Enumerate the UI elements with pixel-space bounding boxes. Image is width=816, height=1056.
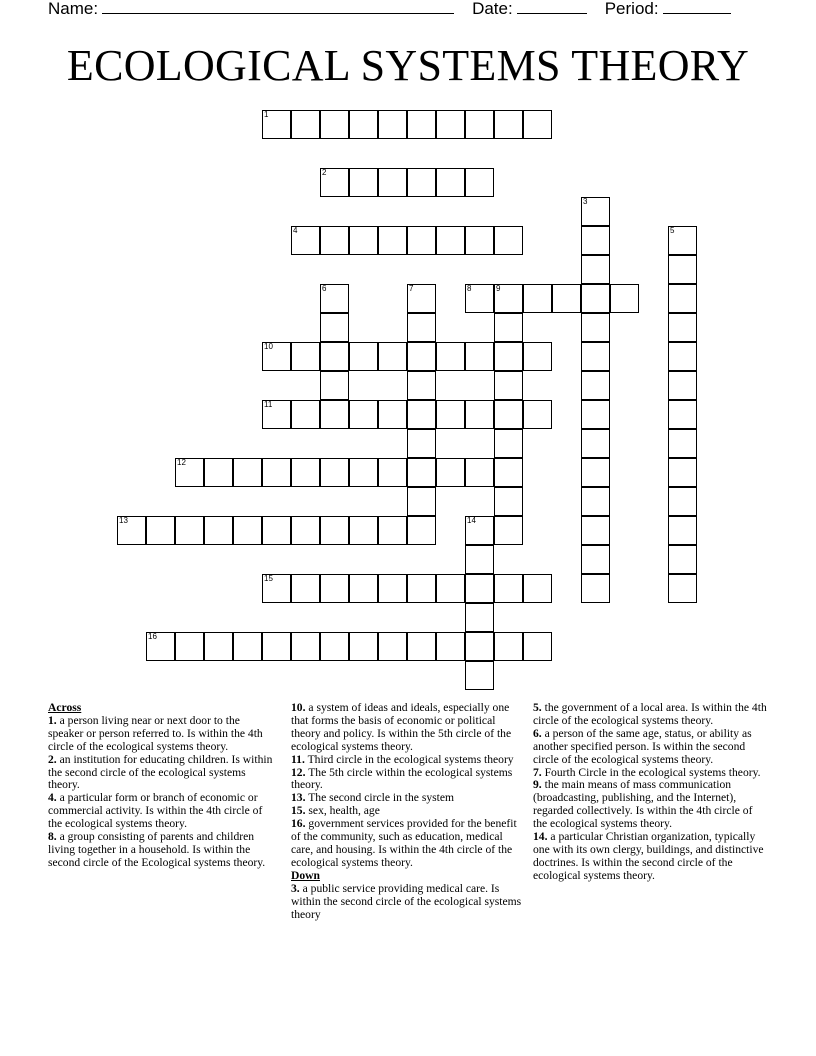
clue-text: a particular form or branch of economic or commercial activity. Is within the 4th circle of the ecological systems theory. xyxy=(48,791,263,831)
crossword-cell[interactable] xyxy=(407,574,436,603)
clue-text: a group consisting of parents and children living together in a household. Is within the second circle of the Ecological systems theory. xyxy=(48,830,266,869)
crossword-cell[interactable] xyxy=(465,284,494,313)
crossword-cell[interactable] xyxy=(494,632,523,661)
crossword-cell[interactable] xyxy=(668,255,697,284)
crossword-cell[interactable] xyxy=(668,342,697,371)
crossword-cell[interactable] xyxy=(378,226,407,255)
across-clues-a xyxy=(48,715,274,870)
crossword-cell[interactable] xyxy=(262,110,291,139)
crossword-cell[interactable] xyxy=(581,574,610,603)
crossword-cell[interactable] xyxy=(465,400,494,429)
crossword-cell[interactable] xyxy=(465,661,494,690)
clue-number: 11. xyxy=(291,752,305,766)
crossword-cell[interactable] xyxy=(494,371,523,400)
crossword-cell[interactable] xyxy=(407,487,436,516)
crossword-cell[interactable] xyxy=(291,632,320,661)
crossword-cell[interactable] xyxy=(262,574,291,603)
cell-number: 4 xyxy=(293,226,298,235)
date-label: Date: xyxy=(472,0,513,18)
crossword-cell[interactable] xyxy=(668,226,697,255)
crossword-cell[interactable] xyxy=(320,110,349,139)
clue xyxy=(48,831,274,870)
crossword-cell[interactable] xyxy=(668,429,697,458)
crossword-cell[interactable] xyxy=(465,110,494,139)
crossword-cell[interactable] xyxy=(291,110,320,139)
crossword-cell[interactable] xyxy=(523,342,552,371)
cell-number: 14 xyxy=(467,516,476,525)
cell-number: 11 xyxy=(264,400,273,409)
cell-number: 12 xyxy=(177,458,186,467)
crossword-cell[interactable] xyxy=(349,226,378,255)
clue xyxy=(48,715,274,754)
cell-number: 13 xyxy=(119,516,128,525)
clue-number: 5. xyxy=(533,701,542,714)
crossword-cell[interactable] xyxy=(494,313,523,342)
clue-column-2 xyxy=(291,702,527,921)
crossword-cell[interactable] xyxy=(262,400,291,429)
crossword-cell[interactable] xyxy=(262,516,291,545)
crossword-cell[interactable] xyxy=(320,574,349,603)
name-blank[interactable] xyxy=(102,0,454,14)
crossword-cell[interactable] xyxy=(349,632,378,661)
clue-column-1 xyxy=(48,702,274,870)
crossword-cell[interactable] xyxy=(436,110,465,139)
crossword-cell[interactable] xyxy=(436,168,465,197)
crossword-cell[interactable] xyxy=(349,342,378,371)
clue-text: a public service providing medical care. Is within the second circle of the ecological systems theory xyxy=(291,881,522,921)
crossword-cell[interactable] xyxy=(494,574,523,603)
period-label: Period: xyxy=(604,0,659,18)
crossword-cell[interactable] xyxy=(668,371,697,400)
period-blank[interactable] xyxy=(663,0,731,14)
crossword-cell[interactable] xyxy=(320,284,349,313)
clue xyxy=(291,883,527,922)
clue-text: Third circle in the ecological systems theory xyxy=(307,752,514,766)
crossword-cell[interactable] xyxy=(407,284,436,313)
crossword-cell[interactable] xyxy=(175,516,204,545)
crossword-cell[interactable] xyxy=(407,110,436,139)
clue xyxy=(533,702,767,728)
crossword-cell[interactable] xyxy=(523,284,552,313)
crossword-cell[interactable] xyxy=(581,371,610,400)
crossword-cell[interactable] xyxy=(320,371,349,400)
crossword-cell[interactable] xyxy=(378,458,407,487)
crossword-cell[interactable] xyxy=(581,516,610,545)
crossword-cell[interactable] xyxy=(436,342,465,371)
clue-text: a person living near or next door to the speaker or person referred to. Is within the 4th circle of the ecological systems theory. xyxy=(48,713,263,753)
clue xyxy=(291,767,527,793)
crossword-cell[interactable] xyxy=(407,371,436,400)
crossword-cell[interactable] xyxy=(291,574,320,603)
clue xyxy=(533,728,767,767)
crossword-cell[interactable] xyxy=(581,342,610,371)
crossword-cell[interactable] xyxy=(494,110,523,139)
clue-text: government services provided for the benefit of the community, such as education, medical care, and housing. Is within the 4th circle of the ecological systems theory. xyxy=(291,817,517,869)
clue-number: 2. xyxy=(48,752,57,766)
crossword-cell[interactable] xyxy=(204,632,233,661)
crossword-cell[interactable] xyxy=(581,400,610,429)
crossword-cell[interactable] xyxy=(465,168,494,197)
crossword-cell[interactable] xyxy=(349,516,378,545)
crossword-cell[interactable] xyxy=(349,110,378,139)
crossword-cell[interactable] xyxy=(494,458,523,487)
crossword-cell[interactable] xyxy=(378,574,407,603)
crossword-cell[interactable] xyxy=(407,632,436,661)
clue-number: 9. xyxy=(533,778,542,792)
crossword-cell[interactable] xyxy=(581,429,610,458)
crossword-cell[interactable] xyxy=(146,632,175,661)
crossword-cell[interactable] xyxy=(378,168,407,197)
crossword-cell[interactable] xyxy=(407,342,436,371)
clue-text: The second circle in the system xyxy=(308,791,455,805)
cell-number: 6 xyxy=(322,284,327,293)
crossword-cell[interactable] xyxy=(233,458,262,487)
crossword-cell[interactable] xyxy=(291,516,320,545)
page-title: ECOLOGICAL SYSTEMS THEORY xyxy=(66,41,750,90)
header-line xyxy=(48,0,731,19)
crossword-cell[interactable] xyxy=(349,458,378,487)
crossword-cell[interactable] xyxy=(407,313,436,342)
crossword-cell[interactable] xyxy=(233,516,262,545)
crossword-cell[interactable] xyxy=(668,545,697,574)
crossword-cell[interactable] xyxy=(668,313,697,342)
crossword-cell[interactable] xyxy=(291,342,320,371)
across-heading: Across xyxy=(48,701,82,714)
crossword-cell[interactable] xyxy=(407,516,436,545)
crossword-cell[interactable] xyxy=(204,516,233,545)
crossword-cell[interactable] xyxy=(581,545,610,574)
crossword-cell[interactable] xyxy=(494,400,523,429)
crossword-cell[interactable] xyxy=(262,458,291,487)
crossword-cell[interactable] xyxy=(349,168,378,197)
crossword-cell[interactable] xyxy=(320,516,349,545)
crossword-cell[interactable] xyxy=(465,342,494,371)
crossword-cell[interactable] xyxy=(436,632,465,661)
crossword-cell[interactable] xyxy=(523,110,552,139)
cell-number: 8 xyxy=(467,284,472,293)
crossword-cell[interactable] xyxy=(523,574,552,603)
crossword-cell[interactable] xyxy=(581,458,610,487)
crossword-cell[interactable] xyxy=(320,168,349,197)
crossword-cell[interactable] xyxy=(668,516,697,545)
clue xyxy=(533,779,767,831)
crossword-cell[interactable] xyxy=(262,632,291,661)
crossword-cell[interactable] xyxy=(465,603,494,632)
cell-number: 2 xyxy=(322,168,327,177)
crossword-cell[interactable] xyxy=(320,313,349,342)
crossword-cell[interactable] xyxy=(494,487,523,516)
clue-text: an institution for educating children. Is within the second circle of the ecological systems theory. xyxy=(48,752,273,792)
clue-number: 10. xyxy=(291,701,306,714)
cell-number: 7 xyxy=(409,284,414,293)
clue-column-3 xyxy=(533,702,767,883)
name-label: Name: xyxy=(48,0,99,18)
cell-number: 1 xyxy=(264,110,269,119)
down-heading: Down xyxy=(291,868,320,882)
crossword-cell[interactable] xyxy=(378,342,407,371)
crossword-cell[interactable] xyxy=(581,284,610,313)
clue-number: 3. xyxy=(291,881,300,895)
crossword-cell[interactable] xyxy=(291,400,320,429)
clue xyxy=(291,702,527,754)
crossword-cell[interactable] xyxy=(494,429,523,458)
crossword-cell[interactable] xyxy=(668,284,697,313)
crossword-cell[interactable] xyxy=(320,632,349,661)
crossword-cell[interactable] xyxy=(436,574,465,603)
clue-number: 15. xyxy=(291,804,306,818)
crossword-cell[interactable] xyxy=(436,226,465,255)
crossword-cell[interactable] xyxy=(581,487,610,516)
crossword-cell[interactable] xyxy=(668,400,697,429)
crossword-cell[interactable] xyxy=(291,226,320,255)
crossword-cell[interactable] xyxy=(465,545,494,574)
clue-text: a particular Christian organization, typically one with its own clergy, buildings, and distinctive doctrines. Is within the second circle of the ecological systems theory. xyxy=(533,830,764,882)
crossword-cell[interactable] xyxy=(494,516,523,545)
crossword-cell[interactable] xyxy=(581,197,610,226)
crossword-cell[interactable] xyxy=(668,458,697,487)
crossword-cell[interactable] xyxy=(668,487,697,516)
crossword-cell[interactable] xyxy=(465,226,494,255)
clue-text: the government of a local area. Is within the 4th circle of the ecological systems theory. xyxy=(533,701,767,727)
crossword-cell[interactable] xyxy=(175,458,204,487)
crossword-cell[interactable] xyxy=(494,226,523,255)
crossword-cell[interactable] xyxy=(436,458,465,487)
clue xyxy=(533,831,767,883)
crossword-cell[interactable] xyxy=(523,400,552,429)
clue-number: 12. xyxy=(291,765,306,779)
crossword-cell[interactable] xyxy=(204,458,233,487)
crossword-cell[interactable] xyxy=(552,284,581,313)
clue-number: 16. xyxy=(291,817,306,831)
clue xyxy=(291,818,527,870)
crossword-cell[interactable] xyxy=(407,226,436,255)
crossword-cell[interactable] xyxy=(262,342,291,371)
cell-number: 5 xyxy=(670,226,675,235)
crossword-cell[interactable] xyxy=(349,400,378,429)
clue-number: 6. xyxy=(533,726,542,740)
crossword-cell[interactable] xyxy=(320,342,349,371)
crossword-cell[interactable] xyxy=(494,284,523,313)
crossword-cell[interactable] xyxy=(494,342,523,371)
crossword-cell[interactable] xyxy=(465,516,494,545)
clue-number: 4. xyxy=(48,791,57,805)
clue-number: 1. xyxy=(48,713,57,727)
crossword-cell[interactable] xyxy=(407,429,436,458)
crossword-cell[interactable] xyxy=(581,226,610,255)
crossword-cell[interactable] xyxy=(465,458,494,487)
crossword-cell[interactable] xyxy=(407,458,436,487)
clue-number: 8. xyxy=(48,830,57,844)
clue-text: a person of the same age, status, or ability as another specified person. Is within the second circle of the ecological systems theory. xyxy=(533,726,752,766)
crossword-cell[interactable] xyxy=(581,255,610,284)
clue-number: 13. xyxy=(291,791,306,805)
crossword-cell[interactable] xyxy=(407,400,436,429)
cell-number: 10 xyxy=(264,342,273,351)
cell-number: 16 xyxy=(148,632,157,641)
crossword-cell[interactable] xyxy=(320,458,349,487)
clue-text: the main means of mass communication (broadcasting, publishing, and the Internet), regarded collectively. Is within the 4th circle of the ecological systems theory. xyxy=(533,778,753,831)
cell-number: 15 xyxy=(264,574,273,583)
date-blank[interactable] xyxy=(517,0,587,14)
crossword-cell[interactable] xyxy=(378,632,407,661)
crossword-cell[interactable] xyxy=(610,284,639,313)
clue-number: 7. xyxy=(533,765,542,779)
crossword-cell[interactable] xyxy=(523,632,552,661)
crossword-cell[interactable] xyxy=(436,400,465,429)
crossword-cell[interactable] xyxy=(320,226,349,255)
crossword-cell[interactable] xyxy=(146,516,175,545)
crossword-cell[interactable] xyxy=(349,574,378,603)
crossword-cell[interactable] xyxy=(291,458,320,487)
crossword-cell[interactable] xyxy=(378,400,407,429)
clue-text: a system of ideas and ideals, especially one that forms the basis of economic or political theory and policy. Is within the 5th circle of the ecological systems theory. xyxy=(291,701,512,753)
clue-text: sex, health, age xyxy=(308,804,380,818)
clue xyxy=(48,754,274,793)
crossword-cell[interactable] xyxy=(465,632,494,661)
crossword-cell[interactable] xyxy=(320,400,349,429)
crossword-cell[interactable] xyxy=(465,574,494,603)
crossword-cell[interactable] xyxy=(378,516,407,545)
crossword-cell[interactable] xyxy=(233,632,262,661)
clue xyxy=(48,792,274,831)
cell-number: 9 xyxy=(496,284,501,293)
crossword-cell[interactable] xyxy=(668,574,697,603)
crossword-cell[interactable] xyxy=(378,110,407,139)
crossword-cell[interactable] xyxy=(117,516,146,545)
crossword-cell[interactable] xyxy=(407,168,436,197)
crossword-cell[interactable] xyxy=(581,313,610,342)
crossword-cell[interactable] xyxy=(175,632,204,661)
clue-text: Fourth Circle in the ecological systems theory. xyxy=(544,765,761,779)
clue-number: 14. xyxy=(533,830,548,844)
clue-text: The 5th circle within the ecological systems theory. xyxy=(291,765,513,792)
cell-number: 3 xyxy=(583,197,588,206)
